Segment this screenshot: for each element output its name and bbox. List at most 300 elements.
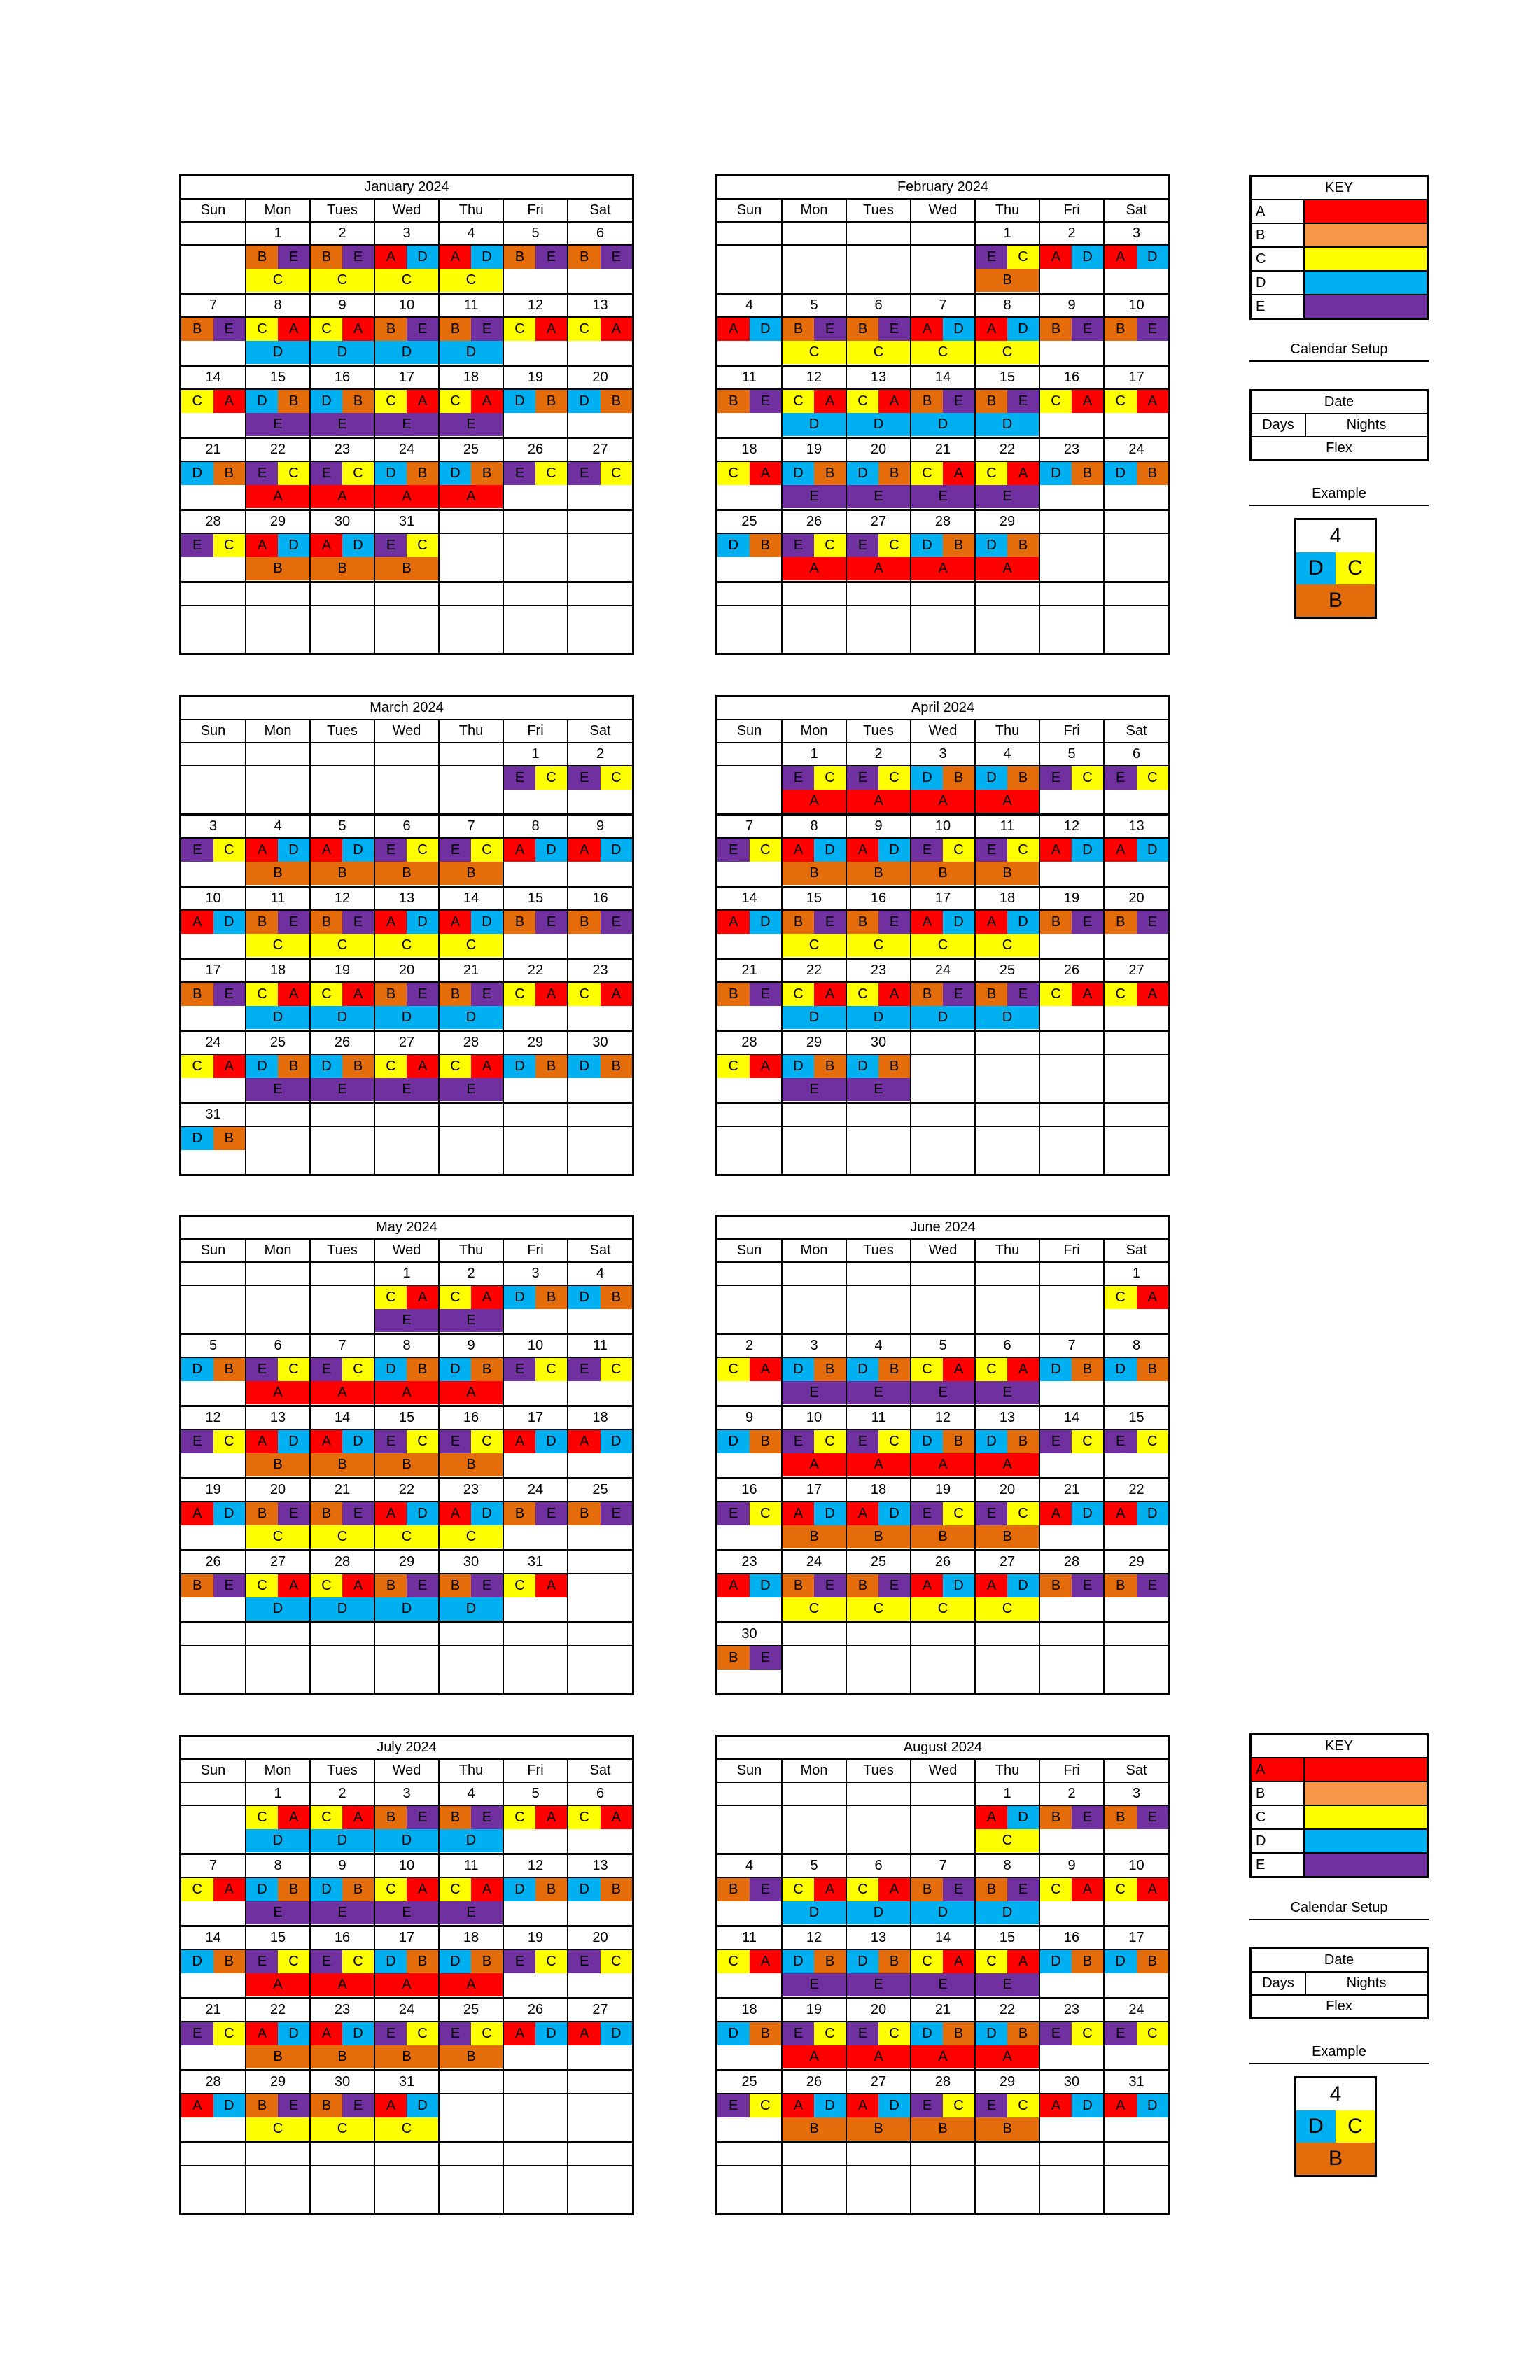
shift-cell — [782, 982, 846, 1031]
shift-cell — [503, 389, 568, 438]
day-shift: E — [311, 1358, 342, 1381]
date-cell — [1104, 1103, 1168, 1127]
shift-cell — [568, 606, 632, 653]
day-shift: E — [181, 1430, 214, 1453]
flex-shift — [718, 557, 781, 580]
shift-cell — [310, 982, 374, 1031]
shift-cell — [568, 1805, 632, 1854]
day-shift: C — [504, 318, 536, 341]
day-shift: A — [504, 1430, 536, 1453]
shift-cell — [374, 766, 439, 815]
flex-shift: D — [911, 1006, 974, 1029]
night-shift: A — [750, 462, 782, 485]
date-cell — [374, 2143, 439, 2166]
date-cell: 3 — [1104, 1782, 1168, 1805]
date-cell: 22 — [782, 959, 846, 983]
shift-cell — [911, 245, 975, 294]
night-shift: B — [943, 2022, 974, 2045]
day-shift: C — [911, 1358, 943, 1381]
shift-cell — [568, 245, 632, 294]
day-shift: D — [440, 1950, 471, 1973]
date-cell: 24 — [503, 1478, 568, 1502]
flex-shift — [1040, 1597, 1103, 1620]
date-cell — [782, 1103, 846, 1127]
night-shift: A — [943, 462, 974, 485]
shift-cell — [310, 1285, 374, 1334]
flex-shift — [181, 2118, 245, 2141]
day-shift: D — [783, 1950, 814, 1973]
shift-cell — [1040, 1574, 1104, 1623]
night-shift: C — [278, 462, 309, 485]
date-cell — [439, 2071, 503, 2094]
flex-shift: A — [246, 485, 309, 508]
date-cell: 3 — [374, 222, 439, 245]
night-shift: C — [814, 1430, 846, 1453]
shift-cell — [310, 910, 374, 959]
day-shift: C — [847, 1878, 878, 1901]
shift-cell — [439, 245, 503, 294]
flex-shift: C — [311, 2118, 374, 2141]
day-shift: E — [440, 839, 471, 862]
night-shift: E — [214, 318, 246, 341]
flex-shift — [504, 1525, 567, 1548]
night-shift: E — [943, 390, 974, 413]
night-shift: C — [1007, 246, 1039, 269]
flex-shift — [181, 1006, 245, 1029]
date-cell — [181, 743, 246, 766]
flex-shift: A — [783, 790, 846, 813]
shift-cell — [439, 1805, 503, 1854]
shift-cell — [718, 245, 782, 294]
night-shift: A — [471, 390, 503, 413]
day-shift: A — [568, 1430, 601, 1453]
flex-shift — [718, 1670, 781, 1693]
key-row-d: D — [1250, 1830, 1429, 1854]
date-cell: 29 — [975, 2071, 1040, 2094]
night-shift: E — [750, 983, 782, 1006]
date-cell: 30 — [310, 2071, 374, 2094]
day-shift: D — [375, 1950, 407, 1973]
key-row-c: C — [1250, 248, 1429, 272]
flex-shift — [1105, 2045, 1168, 2068]
day-shift: B — [718, 390, 750, 413]
flex-shift — [1105, 485, 1168, 508]
shift-cell — [439, 1285, 503, 1334]
night-shift: B — [1137, 462, 1169, 485]
date-cell: 12 — [1040, 815, 1104, 839]
night-shift: D — [471, 1502, 503, 1525]
month-calendar — [179, 174, 634, 655]
night-shift: E — [750, 1878, 782, 1901]
day-shift: C — [568, 1806, 601, 1829]
night-shift: D — [278, 534, 309, 557]
date-cell: 23 — [439, 1478, 503, 1502]
shift-cell — [503, 2166, 568, 2213]
flex-shift — [181, 1078, 245, 1101]
key-swatch-e — [1305, 1854, 1427, 1876]
date-cell: 12 — [310, 887, 374, 911]
day-shift: D — [440, 1358, 471, 1381]
flex-shift — [1105, 269, 1168, 292]
shift-cell — [1104, 389, 1168, 438]
shift-cell — [374, 2166, 439, 2213]
weekday-header: Fri — [503, 720, 568, 743]
shift-cell — [439, 2022, 503, 2071]
shift-cell — [846, 1054, 911, 1103]
date-cell: 30 — [310, 510, 374, 534]
shift-cell — [503, 910, 568, 959]
night-shift: C — [536, 1358, 567, 1381]
night-shift: B — [601, 1878, 633, 1901]
flex-shift — [1040, 934, 1103, 957]
date-cell: 4 — [568, 1262, 632, 1285]
flex-shift: C — [311, 1525, 374, 1548]
shift-cell — [1104, 1285, 1168, 1334]
flex-shift — [568, 1829, 632, 1852]
night-shift: B — [536, 1286, 567, 1309]
flex-shift — [504, 1453, 567, 1476]
setup-nights: Nights — [1346, 1975, 1387, 1991]
day-shift: C — [718, 1358, 750, 1381]
shift-cell — [181, 461, 246, 510]
date-cell — [568, 1550, 632, 1574]
shift-cell — [718, 1502, 782, 1550]
date-cell: 1 — [782, 743, 846, 766]
weekday-header: Sun — [181, 1240, 246, 1262]
shift-cell — [1040, 606, 1104, 653]
day-shift: B — [783, 911, 814, 934]
flex-shift — [1040, 862, 1103, 885]
date-cell: 23 — [568, 959, 632, 983]
date-cell: 29 — [975, 510, 1040, 534]
date-cell — [718, 1103, 782, 1127]
shift-cell — [911, 1646, 975, 1693]
date-cell: 22 — [975, 438, 1040, 462]
day-shift: C — [976, 1950, 1007, 1973]
shift-cell — [718, 766, 782, 815]
day-shift: D — [1105, 1358, 1137, 1381]
day-shift: A — [911, 1574, 943, 1597]
day-shift: D — [568, 1878, 601, 1901]
night-shift: B — [1007, 766, 1039, 790]
shift-cell — [911, 1502, 975, 1550]
date-cell — [310, 1262, 374, 1285]
example-day: D — [1296, 2110, 1336, 2143]
day-shift: A — [246, 534, 278, 557]
shift-cell — [911, 1126, 975, 1174]
date-cell: 22 — [246, 438, 310, 462]
date-cell: 9 — [1040, 1854, 1104, 1878]
shift-cell — [975, 766, 1040, 815]
night-shift: D — [1137, 246, 1169, 269]
flex-shift — [568, 1453, 632, 1476]
flex-shift — [718, 2045, 781, 2068]
day-shift: E — [847, 766, 878, 790]
flex-shift — [1105, 1973, 1168, 1996]
date-cell: 26 — [911, 1550, 975, 1574]
shift-cell — [1104, 1949, 1168, 1998]
flex-shift — [504, 341, 567, 364]
date-cell — [310, 2143, 374, 2166]
date-cell — [503, 582, 568, 606]
weekday-header: Wed — [911, 200, 975, 222]
shift-cell — [1040, 1429, 1104, 1478]
shift-cell — [718, 982, 782, 1031]
flex-shift — [718, 413, 781, 436]
day-shift: E — [504, 1358, 536, 1381]
day-shift: A — [440, 246, 471, 269]
day-shift: A — [504, 839, 536, 862]
date-cell: 19 — [1040, 887, 1104, 911]
date-cell: 21 — [181, 1998, 246, 2022]
date-cell: 1 — [1104, 1262, 1168, 1285]
shift-cell — [181, 317, 246, 366]
flex-shift — [568, 862, 632, 885]
night-shift: B — [278, 1878, 309, 1901]
date-cell — [246, 582, 310, 606]
date-cell: 26 — [782, 2071, 846, 2094]
shift-cell — [310, 1949, 374, 1998]
date-cell: 5 — [181, 1334, 246, 1358]
day-shift: B — [311, 2094, 342, 2118]
date-cell: 25 — [246, 1031, 310, 1055]
day-shift: E — [783, 2022, 814, 2045]
day-shift: B — [375, 1574, 407, 1597]
date-cell — [503, 510, 568, 534]
date-cell: 16 — [846, 887, 911, 911]
date-cell: 4 — [975, 743, 1040, 766]
flex-shift — [1105, 1597, 1168, 1620]
shift-cell — [782, 1429, 846, 1478]
shift-cell — [374, 606, 439, 653]
flex-shift: A — [911, 557, 974, 580]
shift-cell — [503, 533, 568, 582]
flex-shift: C — [911, 934, 974, 957]
shift-cell — [568, 1126, 632, 1174]
day-shift: D — [181, 1127, 214, 1150]
night-shift: A — [536, 1574, 567, 1597]
shift-cell — [846, 461, 911, 510]
flex-shift: C — [847, 341, 910, 364]
night-shift: B — [878, 1950, 910, 1973]
shift-cell — [439, 1126, 503, 1174]
day-shift: A — [847, 839, 878, 862]
day-shift: B — [440, 318, 471, 341]
shift-cell — [503, 838, 568, 887]
day-shift: B — [1040, 1574, 1072, 1597]
flex-shift — [181, 1525, 245, 1548]
flex-shift: D — [911, 413, 974, 436]
shift-cell — [374, 461, 439, 510]
shift-cell — [1040, 1054, 1104, 1103]
date-cell: 9 — [439, 1334, 503, 1358]
flex-shift: B — [911, 1525, 974, 1548]
shift-cell — [782, 910, 846, 959]
date-cell: 5 — [503, 222, 568, 245]
flex-shift — [718, 1901, 781, 1924]
shift-cell — [374, 2022, 439, 2071]
shift-cell — [181, 910, 246, 959]
day-shift: D — [504, 1055, 536, 1078]
date-cell: 12 — [503, 294, 568, 318]
date-cell: 24 — [782, 1550, 846, 1574]
day-shift: E — [847, 1430, 878, 1453]
day-shift: C — [1105, 1286, 1137, 1309]
flex-shift: B — [375, 2045, 438, 2068]
night-shift: E — [750, 1646, 782, 1670]
flex-shift: B — [440, 1453, 503, 1476]
day-shift: D — [783, 462, 814, 485]
weekday-header: Wed — [911, 1240, 975, 1262]
night-shift: C — [536, 1950, 567, 1973]
date-cell: 21 — [1040, 1478, 1104, 1502]
shift-cell — [503, 1502, 568, 1550]
month-calendar — [179, 695, 634, 1176]
flex-shift — [1105, 1006, 1168, 1029]
flex-shift: E — [440, 413, 503, 436]
night-shift: C — [601, 1950, 633, 1973]
night-shift: B — [878, 462, 910, 485]
setup-days: Days — [1252, 1973, 1306, 1994]
shift-cell — [439, 317, 503, 366]
weekday-header: Sun — [181, 720, 246, 743]
night-shift: A — [214, 390, 246, 413]
flex-shift: C — [440, 269, 503, 292]
day-shift: C — [375, 390, 407, 413]
weekday-header: Wed — [374, 1760, 439, 1782]
shift-cell — [782, 533, 846, 582]
flex-shift: A — [847, 1453, 910, 1476]
date-cell — [1040, 582, 1104, 606]
day-shift: D — [783, 1358, 814, 1381]
flex-shift — [504, 1309, 567, 1332]
flex-shift: E — [311, 1078, 374, 1101]
shift-cell — [846, 317, 911, 366]
flex-shift: B — [783, 1525, 846, 1548]
shift-cell — [782, 1502, 846, 1550]
night-shift: E — [471, 1806, 503, 1829]
night-shift: E — [878, 911, 910, 934]
date-cell: 11 — [568, 1334, 632, 1358]
night-shift: D — [407, 2094, 438, 2118]
day-shift: A — [976, 1574, 1007, 1597]
shift-cell — [1040, 389, 1104, 438]
key-swatch-d — [1305, 1830, 1427, 1852]
day-shift: E — [976, 1502, 1007, 1525]
day-shift: B — [246, 246, 278, 269]
date-cell: 31 — [181, 1103, 246, 1127]
day-shift: B — [1040, 911, 1072, 934]
night-shift: C — [943, 1502, 974, 1525]
date-cell — [975, 2143, 1040, 2166]
flex-shift: D — [311, 341, 374, 364]
flex-shift: E — [440, 1078, 503, 1101]
shift-cell — [975, 1357, 1040, 1406]
day-shift: B — [375, 983, 407, 1006]
shift-cell — [181, 2166, 246, 2213]
day-shift: B — [504, 246, 536, 269]
date-cell: 20 — [975, 1478, 1040, 1502]
shift-cell — [975, 2166, 1040, 2213]
night-shift: E — [407, 318, 438, 341]
night-shift: A — [278, 318, 309, 341]
night-shift: D — [601, 839, 633, 862]
shift-cell — [911, 2166, 975, 2213]
night-shift: D — [1007, 1806, 1039, 1829]
flex-shift: C — [911, 1597, 974, 1620]
shift-cell — [503, 1054, 568, 1103]
day-shift: E — [1040, 766, 1072, 790]
night-shift: D — [536, 2022, 567, 2045]
date-cell: 1 — [374, 1262, 439, 1285]
night-shift: E — [536, 1502, 567, 1525]
weekday-header: Tues — [846, 720, 911, 743]
flex-shift: E — [976, 1973, 1039, 1996]
shift-cell — [439, 1357, 503, 1406]
shift-cell — [310, 1502, 374, 1550]
date-cell — [846, 1262, 911, 1285]
example-cell — [1294, 2076, 1377, 2177]
shift-cell — [782, 2022, 846, 2071]
shift-cell — [503, 1949, 568, 1998]
date-cell — [911, 2143, 975, 2166]
flex-shift: E — [783, 1973, 846, 1996]
date-cell — [1104, 2143, 1168, 2166]
shift-cell — [246, 2094, 310, 2143]
night-shift: D — [1072, 2094, 1103, 2118]
night-shift: C — [471, 1430, 503, 1453]
date-cell: 8 — [782, 815, 846, 839]
shift-cell — [911, 533, 975, 582]
date-cell: 12 — [181, 1406, 246, 1430]
night-shift: E — [1007, 983, 1039, 1006]
flex-shift — [181, 1381, 245, 1404]
day-shift: E — [504, 1950, 536, 1973]
day-shift: A — [1105, 839, 1137, 862]
date-cell: 29 — [1104, 1550, 1168, 1574]
night-shift: E — [601, 246, 633, 269]
flex-shift: B — [246, 862, 309, 885]
weekday-header: Sun — [181, 1760, 246, 1782]
date-cell: 8 — [975, 294, 1040, 318]
date-cell: 27 — [846, 510, 911, 534]
shift-cell — [439, 2094, 503, 2143]
flex-shift: E — [847, 1973, 910, 1996]
flex-shift — [1040, 413, 1103, 436]
date-cell — [310, 582, 374, 606]
flex-shift — [1040, 1525, 1103, 1548]
example-flex: B — [1296, 2143, 1375, 2175]
flex-shift — [568, 485, 632, 508]
night-shift: A — [1072, 1878, 1103, 1901]
flex-shift: B — [375, 862, 438, 885]
date-cell: 29 — [246, 510, 310, 534]
date-cell — [975, 582, 1040, 606]
flex-shift: C — [246, 1525, 309, 1548]
date-cell: 7 — [310, 1334, 374, 1358]
night-shift: A — [278, 1574, 309, 1597]
night-shift: C — [278, 1950, 309, 1973]
flex-shift — [504, 1597, 567, 1620]
shift-cell — [975, 1126, 1040, 1174]
night-shift: C — [814, 766, 846, 790]
night-shift: A — [601, 1806, 633, 1829]
shift-cell — [310, 2166, 374, 2213]
shift-cell — [439, 1877, 503, 1926]
flex-shift: E — [246, 1078, 309, 1101]
date-cell — [568, 582, 632, 606]
day-shift: C — [440, 1878, 471, 1901]
